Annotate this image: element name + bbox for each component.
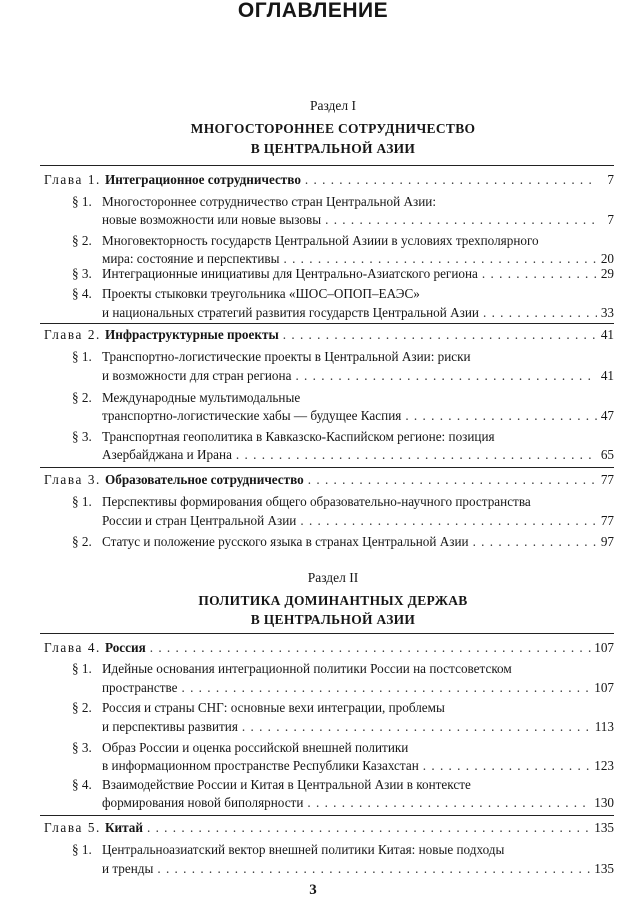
paragraph-entry[interactable] (72, 349, 614, 365)
chapter-entry[interactable] (44, 172, 614, 188)
paragraph-page-number: 33 (600, 305, 614, 320)
paragraph-title-line: Россия и страны СНГ: основные вехи интеграции, проблемы (102, 700, 445, 715)
chapter-entry[interactable] (44, 327, 614, 343)
chapter-title: Россия (104, 640, 146, 655)
paragraph-title-line: Многовекторность государств Центральной Азиии в условиях трехполярного (102, 233, 539, 248)
paragraph-entry[interactable] (72, 661, 614, 677)
paragraph-entry-last-line[interactable] (72, 861, 614, 877)
dot-leader (283, 327, 597, 343)
chapter-number: Глава 2. (44, 327, 101, 342)
paragraph-entry-last-line[interactable] (72, 513, 614, 529)
chapter-number: Глава 1. (44, 172, 101, 187)
chapter-number: Глава 5. (44, 820, 101, 835)
dot-leader (283, 251, 597, 267)
chapter-page-number: 135 (594, 820, 614, 835)
chapter-page-number: 41 (600, 327, 614, 342)
dot-leader (482, 266, 597, 282)
paragraph-entry-last-line[interactable] (72, 212, 614, 228)
chapter-page-number: 77 (600, 472, 614, 487)
paragraph-title-line: новые возможности или новые вызовы (102, 212, 322, 227)
paragraph-title-line: и национальных стратегий развития государств Центральной Азии (102, 305, 479, 320)
dot-leader (405, 408, 597, 424)
paragraph-entry[interactable] (72, 777, 614, 793)
paragraph-title-line: и возможности для стран региона (102, 368, 292, 383)
paragraph-page-number: 47 (600, 408, 614, 423)
section-title-line: ПОЛИТИКА ДОМИНАНТНЫХ ДЕРЖАВ (198, 593, 468, 608)
paragraph-entry-last-line[interactable] (72, 447, 614, 463)
paragraph-page-number: 65 (600, 447, 614, 462)
paragraph-title-line: Международные мультимодальные (102, 390, 301, 405)
paragraph-title-line: Образ России и оценка российской внешней политики (102, 740, 409, 755)
paragraph-entry[interactable] (72, 740, 614, 756)
dot-leader (305, 172, 597, 188)
chapter-title: Образовательное сотрудничество (104, 472, 304, 487)
paragraph-title-line: Азербайджана и Ирана (102, 447, 232, 462)
paragraph-title-line: формирования новой биполярности (102, 795, 304, 810)
paragraph-page-number: 41 (600, 368, 614, 383)
paragraph-entry[interactable] (72, 233, 614, 249)
paragraph-entry[interactable] (72, 266, 614, 282)
section-divider (40, 633, 614, 634)
chapter-page-number: 7 (607, 172, 614, 187)
section-divider (40, 165, 614, 166)
section-label: Раздел II (307, 570, 359, 585)
dot-leader (236, 447, 597, 463)
paragraph-number: § 1. (72, 349, 92, 364)
paragraph-page-number: 97 (600, 534, 614, 549)
paragraph-number: § 1. (72, 842, 92, 857)
dot-leader (300, 513, 597, 529)
paragraph-title-line: в информационном пространстве Республики Казахстан (102, 758, 419, 773)
section-title-line: В ЦЕНТРАЛЬНОЙ АЗИИ (250, 612, 416, 627)
paragraph-title-line: Идейные основания интеграционной политики России на постсоветском (102, 661, 512, 676)
section-title-line: В ЦЕНТРАЛЬНОЙ АЗИИ (250, 141, 416, 156)
dot-leader (423, 758, 591, 774)
paragraph-title-line: Взаимодействие России и Китая в Центральной Азии в контексте (102, 777, 471, 792)
paragraph-entry-last-line[interactable] (72, 680, 614, 696)
chapter-entry[interactable] (44, 472, 614, 488)
paragraph-number: § 3. (72, 740, 92, 755)
dot-leader (147, 820, 591, 836)
paragraph-title-line: Перспективы формирования общего образовательно-научного пространства (102, 494, 531, 509)
paragraph-number: § 1. (72, 194, 92, 209)
paragraph-page-number: 77 (600, 513, 614, 528)
paragraph-entry-last-line[interactable] (72, 719, 614, 735)
paragraph-page-number: 123 (594, 758, 614, 773)
paragraph-entry-last-line[interactable] (72, 368, 614, 384)
paragraph-title-line: и тренды (102, 861, 154, 876)
dot-leader (242, 719, 592, 735)
paragraph-entry[interactable] (72, 429, 614, 445)
dot-leader (308, 472, 597, 488)
paragraph-page-number: 130 (594, 795, 614, 810)
paragraph-title-line: Центральноазиатский вектор внешней политики Китая: новые подходы (102, 842, 505, 857)
chapter-divider (40, 467, 614, 468)
paragraph-number: § 2. (72, 233, 92, 248)
paragraph-entry-last-line[interactable] (72, 758, 614, 774)
paragraph-page-number: 7 (607, 212, 614, 227)
paragraph-title-line: России и стран Центральной Азии (102, 513, 297, 528)
chapter-number: Глава 3. (44, 472, 101, 487)
paragraph-title-line: Проекты стыковки треугольника «ШОС–ОПОП–ЕАЭС» (102, 286, 420, 301)
chapter-divider (40, 323, 614, 324)
paragraph-page-number: 135 (594, 861, 614, 876)
paragraph-entry[interactable] (72, 534, 614, 550)
paragraph-entry-last-line[interactable] (72, 795, 614, 811)
paragraph-number: § 1. (72, 661, 92, 676)
paragraph-entry[interactable] (72, 494, 614, 510)
paragraph-entry[interactable] (72, 390, 614, 406)
paragraph-page-number: 29 (600, 266, 614, 281)
paragraph-number: § 4. (72, 286, 92, 301)
dot-leader (307, 795, 591, 811)
paragraph-number: § 3. (72, 266, 92, 281)
dot-leader (295, 368, 597, 384)
paragraph-number: § 4. (72, 777, 92, 792)
dot-leader (157, 861, 591, 877)
paragraph-number: § 2. (72, 700, 92, 715)
paragraph-title-line: Интеграционные инициативы для Центрально-Азиатского региона (102, 266, 478, 281)
dot-leader (473, 534, 597, 550)
paragraph-title-line: Статус и положение русского языка в странах Центральной Азии (102, 534, 469, 549)
paragraph-entry-last-line[interactable] (72, 305, 614, 321)
paragraph-title-line: Транспортно-логистические проекты в Центральной Азии: риски (102, 349, 471, 364)
chapter-title: Инфраструктурные проекты (104, 327, 279, 342)
paragraph-entry[interactable] (72, 286, 614, 302)
paragraph-entry[interactable] (72, 700, 614, 716)
paragraph-page-number: 107 (594, 680, 614, 695)
chapter-entry[interactable] (44, 820, 614, 836)
dot-leader (325, 212, 597, 228)
chapter-title: Интеграционное сотрудничество (104, 172, 301, 187)
paragraph-entry[interactable] (72, 194, 614, 210)
chapter-divider (40, 815, 614, 816)
paragraph-entry-last-line[interactable] (72, 251, 614, 267)
page-number: 3 (309, 882, 317, 898)
paragraph-title-line: пространстве (102, 680, 178, 695)
paragraph-title-line: Транспортная геополитика в Кавказско-Каспийском регионе: позиция (102, 429, 495, 444)
chapter-number: Глава 4. (44, 640, 101, 655)
dot-leader (181, 680, 591, 696)
paragraph-number: § 1. (72, 494, 92, 509)
page-title: ОГЛАВЛЕНИЕ (237, 0, 389, 22)
paragraph-number: § 2. (72, 534, 92, 549)
paragraph-title-line: Многостороннее сотрудничество стран Центральной Азии: (102, 194, 436, 209)
section-title-line: МНОГОСТОРОННЕЕ СОТРУДНИЧЕСТВО (190, 121, 476, 136)
paragraph-page-number: 20 (600, 251, 614, 266)
chapter-page-number: 107 (594, 640, 614, 655)
section-label: Раздел I (309, 98, 357, 113)
paragraph-number: § 2. (72, 390, 92, 405)
paragraph-title-line: транспортно-логистические хабы — будущее Каспия (102, 408, 402, 423)
paragraph-number: § 3. (72, 429, 92, 444)
chapter-title: Китай (104, 820, 143, 835)
paragraph-entry[interactable] (72, 842, 614, 858)
paragraph-title-line: и перспективы развития (102, 719, 238, 734)
paragraph-entry-last-line[interactable] (72, 408, 614, 424)
dot-leader (483, 305, 597, 321)
chapter-entry[interactable] (44, 640, 614, 656)
dot-leader (150, 640, 591, 656)
paragraph-page-number: 113 (594, 719, 614, 734)
paragraph-title-line: мира: состояние и перспективы (102, 251, 280, 266)
